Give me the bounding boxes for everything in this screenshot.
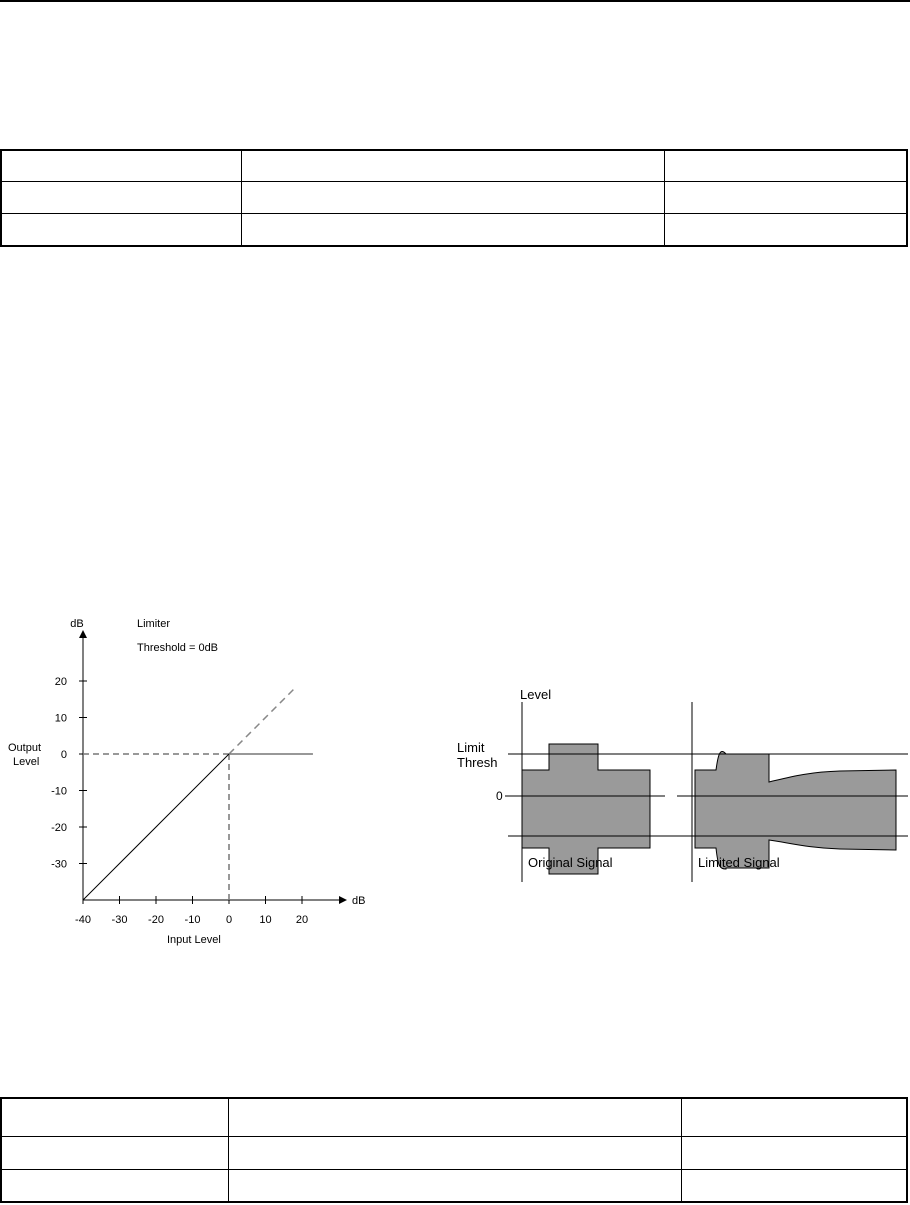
limiter-transfer-graph <box>0 610 400 955</box>
table-cell <box>664 213 907 246</box>
level-label: Level <box>520 687 552 702</box>
y-axis-label-line1: Output <box>8 742 42 754</box>
y-unit-label: dB <box>70 618 84 630</box>
table-row <box>1 181 907 213</box>
page-top-rule <box>0 0 910 2</box>
table-cell <box>681 1098 907 1136</box>
limited-signal-caption: Limited Signal <box>698 855 780 870</box>
x-tick-label: -10 <box>184 914 201 926</box>
x-tick-label: -40 <box>75 914 91 926</box>
graph-title: Limiter <box>137 618 171 630</box>
table-cell <box>1 1169 228 1202</box>
limited-signal-shape <box>695 751 896 869</box>
y-axis-ticks <box>51 676 87 871</box>
table-cell <box>1 1136 228 1169</box>
table-cell <box>681 1136 907 1169</box>
x-tick-label: 0 <box>225 914 233 926</box>
x-axis-label: Input Level <box>167 934 221 946</box>
table-row <box>1 213 907 246</box>
table-cell <box>241 213 664 246</box>
y-tick-label: 0 <box>60 749 67 761</box>
parameter-table-bottom <box>0 1097 908 1203</box>
unity-gain-extension-dashed <box>229 686 297 754</box>
x-tick-label: -20 <box>148 914 164 926</box>
zero-label: 0 <box>496 789 503 803</box>
limit-label: Limit <box>457 740 485 755</box>
table-cell <box>664 181 907 213</box>
y-tick-label: 10 <box>54 712 67 725</box>
table-row <box>1 150 907 181</box>
y-tick-label: -10 <box>51 785 67 798</box>
signal-comparison-diagram <box>440 680 910 885</box>
table-cell <box>1 181 241 213</box>
table-cell <box>241 181 664 213</box>
graph-subtitle: Threshold = 0dB <box>137 642 219 654</box>
table-cell <box>664 150 907 181</box>
table-row <box>1 1169 907 1202</box>
table-cell <box>228 1169 681 1202</box>
x-tick-label: -30 <box>111 914 128 926</box>
y-tick-label: -20 <box>51 822 67 834</box>
x-tick-label: 10 <box>259 914 272 926</box>
table-cell <box>1 1098 228 1136</box>
x-unit-label: dB <box>352 895 366 907</box>
unity-gain-line <box>83 754 229 900</box>
table-cell <box>681 1169 907 1202</box>
parameter-table-top <box>0 149 908 247</box>
x-tick-label: 20 <box>295 914 309 926</box>
y-tick-label: 20 <box>54 676 67 688</box>
table-cell <box>228 1098 681 1136</box>
table-cell <box>228 1136 681 1169</box>
table-cell <box>1 150 241 181</box>
original-signal-caption: Original Signal <box>528 855 613 870</box>
table-row <box>1 1136 907 1169</box>
table-cell <box>1 213 241 246</box>
thresh-label: Thresh <box>457 755 498 770</box>
y-tick-label: -30 <box>51 858 67 871</box>
table-cell <box>241 150 664 181</box>
y-axis-label-line2: Level <box>13 756 40 768</box>
table-row <box>1 1098 907 1136</box>
